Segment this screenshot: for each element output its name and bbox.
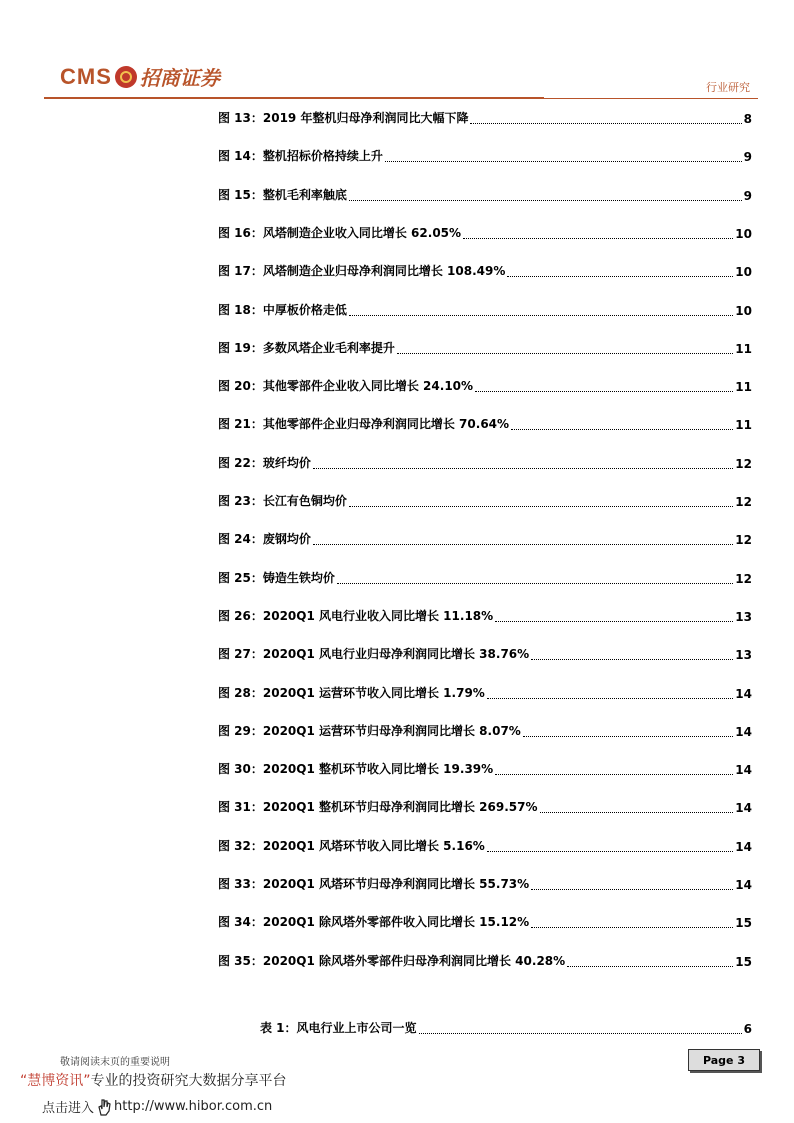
watermark-enter: 点击进入 xyxy=(42,1101,95,1116)
toc-entry-label: 图 25：铸造生铁均价 xyxy=(218,570,335,585)
toc-leader-dots xyxy=(349,496,733,507)
toc-leader-dots xyxy=(507,266,733,277)
toc-entry-label: 图 21：其他零部件企业归母净利润同比增长 70.64% xyxy=(218,417,510,432)
toc-figure-entry[interactable] xyxy=(218,529,752,547)
toc-entry-page: 14 xyxy=(735,839,752,854)
toc-figure-entry[interactable] xyxy=(218,721,752,739)
toc-figure-entry[interactable] xyxy=(218,338,752,356)
logo-chinese: 招商证券 xyxy=(139,66,220,90)
hand-pointer-icon xyxy=(96,1098,112,1116)
toc-leader-dots xyxy=(475,381,733,392)
toc-figure-entry[interactable] xyxy=(218,185,752,203)
toc-entry-page: 14 xyxy=(735,763,752,778)
toc-figure-entry[interactable] xyxy=(218,797,752,815)
toc-entry-page: 13 xyxy=(735,648,752,663)
toc-entry-page: 11 xyxy=(735,380,752,395)
toc-entry-page: 14 xyxy=(735,878,752,892)
toc-table-entry[interactable] xyxy=(260,1018,752,1036)
disclaimer-notice: 敬请阅读末页的重要说明 xyxy=(60,1057,170,1068)
toc-entry-page: 8 xyxy=(743,112,752,126)
toc-leader-dots xyxy=(495,764,733,775)
toc-entry-label: 图 13：2019 年整机归母净利润同比大幅下降 xyxy=(218,111,469,125)
toc-leader-dots xyxy=(337,573,733,584)
toc-figure-entry[interactable] xyxy=(218,261,752,279)
toc-entry-page: 12 xyxy=(735,456,752,471)
toc-figure-entry[interactable] xyxy=(218,874,752,892)
watermark-link-line[interactable] xyxy=(42,1097,272,1116)
toc-leader-dots xyxy=(495,611,733,622)
toc-figure-entry[interactable] xyxy=(218,606,752,624)
toc-figure-entry[interactable] xyxy=(218,644,752,662)
toc-entry-page: 10 xyxy=(735,265,752,280)
toc-leader-dots xyxy=(487,841,733,852)
toc-leader-dots xyxy=(397,343,733,354)
toc-figure-entry[interactable] xyxy=(218,568,752,586)
toc-entry-label: 图 33：2020Q1 风塔环节归母净利润同比增长 55.73% xyxy=(218,877,530,891)
toc-figure-entry[interactable] xyxy=(218,414,752,432)
toc-leader-dots xyxy=(523,726,733,737)
toc-figure-entry[interactable] xyxy=(218,951,752,969)
toc-figure-entry[interactable] xyxy=(218,759,752,777)
toc-leader-dots xyxy=(385,151,742,162)
toc-entry-label: 图 32：2020Q1 风塔环节收入同比增长 5.16% xyxy=(218,838,485,853)
toc-leader-dots xyxy=(463,228,733,239)
toc-entry-page: 10 xyxy=(735,303,752,318)
toc-leader-dots xyxy=(470,113,741,124)
toc-leader-dots xyxy=(313,534,733,545)
section-label: 行业研究 xyxy=(706,81,750,94)
toc-entry-page: 12 xyxy=(735,571,752,586)
toc-entry-page: 12 xyxy=(735,495,752,509)
toc-figure-entry[interactable] xyxy=(218,376,752,394)
toc-entry-page: 15 xyxy=(735,916,752,931)
watermark-slogan-line xyxy=(20,1070,287,1090)
toc-leader-dots xyxy=(487,688,733,699)
toc-entry-label: 图 20：其他零部件企业收入同比增长 24.10% xyxy=(218,379,474,394)
toc-entry-page: 13 xyxy=(735,609,752,624)
toc-entry-page: 6 xyxy=(743,1022,752,1036)
toc-leader-dots xyxy=(567,956,733,967)
toc-figure-entry[interactable] xyxy=(218,453,752,471)
toc-figure-entry[interactable] xyxy=(218,912,752,930)
toc-entry-label: 图 18：中厚板价格走低 xyxy=(218,302,347,317)
page-number-badge: Page 3 xyxy=(688,1049,760,1071)
toc-leader-dots xyxy=(511,419,733,430)
watermark-brand: 慧博资讯 xyxy=(27,1073,84,1089)
logo-latin: CMS xyxy=(60,63,112,89)
toc-entry-page: 10 xyxy=(735,226,752,241)
toc-entry-page: 11 xyxy=(735,341,752,356)
toc-entry-label: 图 27：2020Q1 风电行业归母净利润同比增长 38.76% xyxy=(218,647,530,662)
toc-figure-entry[interactable] xyxy=(218,223,752,241)
toc-entry-label: 图 15：整机毛利率触底 xyxy=(218,187,347,202)
toc-figure-entry[interactable] xyxy=(218,491,752,509)
toc-entry-label: 图 35：2020Q1 除风塔外零部件归母净利润同比增长 40.28% xyxy=(218,953,566,968)
watermark-slogan: 专业的投资研究大数据分享平台 xyxy=(90,1073,287,1089)
toc-figure-entry[interactable] xyxy=(218,300,752,318)
watermark-quote-close: ” xyxy=(83,1073,91,1089)
toc-figure-entry[interactable] xyxy=(218,108,752,126)
toc-entry-label: 图 19：多数风塔企业毛利率提升 xyxy=(218,340,395,355)
toc-entry-label: 图 28：2020Q1 运营环节收入同比增长 1.79% xyxy=(218,685,485,700)
toc-leader-dots xyxy=(531,649,733,660)
toc-entry-label: 图 16：风塔制造企业收入同比增长 62.05% xyxy=(218,225,462,240)
toc-leader-dots xyxy=(349,305,733,316)
toc-leader-dots xyxy=(540,802,734,813)
toc-entry-page: 11 xyxy=(735,418,752,433)
toc-entry-label: 图 22：玻纤均价 xyxy=(218,455,311,470)
toc-figure-entry[interactable] xyxy=(218,836,752,854)
toc-entry-page: 9 xyxy=(743,188,752,203)
watermark-url[interactable]: http://www.hibor.com.cn xyxy=(114,1099,273,1114)
toc-entry-label: 图 23：长江有色铜均价 xyxy=(218,494,347,508)
toc-entry-page: 14 xyxy=(735,686,752,701)
toc-entry-label: 图 30：2020Q1 整机环节收入同比增长 19.39% xyxy=(218,762,494,777)
toc-leader-dots xyxy=(313,458,733,469)
toc-leader-dots xyxy=(531,917,733,928)
watermark-quote-open: “ xyxy=(20,1073,28,1089)
toc-leader-dots xyxy=(531,879,733,890)
toc-entry-page: 14 xyxy=(735,724,752,739)
toc-entry-label: 图 31：2020Q1 整机环节归母净利润同比增长 269.57% xyxy=(218,800,538,815)
toc-entry-label: 表 1：风电行业上市公司一览 xyxy=(260,1021,417,1035)
toc-entry-label: 图 17：风塔制造企业归母净利润同比增长 108.49% xyxy=(218,264,506,279)
toc-leader-dots xyxy=(349,190,742,201)
toc-entry-label: 图 24：废钢均价 xyxy=(218,532,311,547)
toc-entry-page: 9 xyxy=(743,150,752,165)
toc-leader-dots xyxy=(419,1023,742,1034)
header-divider xyxy=(44,98,758,99)
toc-figure-entry[interactable] xyxy=(218,683,752,701)
toc-figure-entry[interactable] xyxy=(218,146,752,164)
toc-entry-label: 图 26：2020Q1 风电行业收入同比增长 11.18% xyxy=(218,608,494,623)
toc-entry-label: 图 14：整机招标价格持续上升 xyxy=(218,149,383,164)
logo-emblem-icon xyxy=(115,66,137,88)
toc-entry-label: 图 34：2020Q1 除风塔外零部件收入同比增长 15.12% xyxy=(218,915,530,930)
toc-entry-page: 12 xyxy=(735,533,752,548)
toc-entry-page: 14 xyxy=(735,801,752,816)
toc-entry-label: 图 29：2020Q1 运营环节归母净利润同比增长 8.07% xyxy=(218,723,521,738)
company-logo xyxy=(60,62,220,91)
toc-entry-page: 15 xyxy=(735,954,752,969)
